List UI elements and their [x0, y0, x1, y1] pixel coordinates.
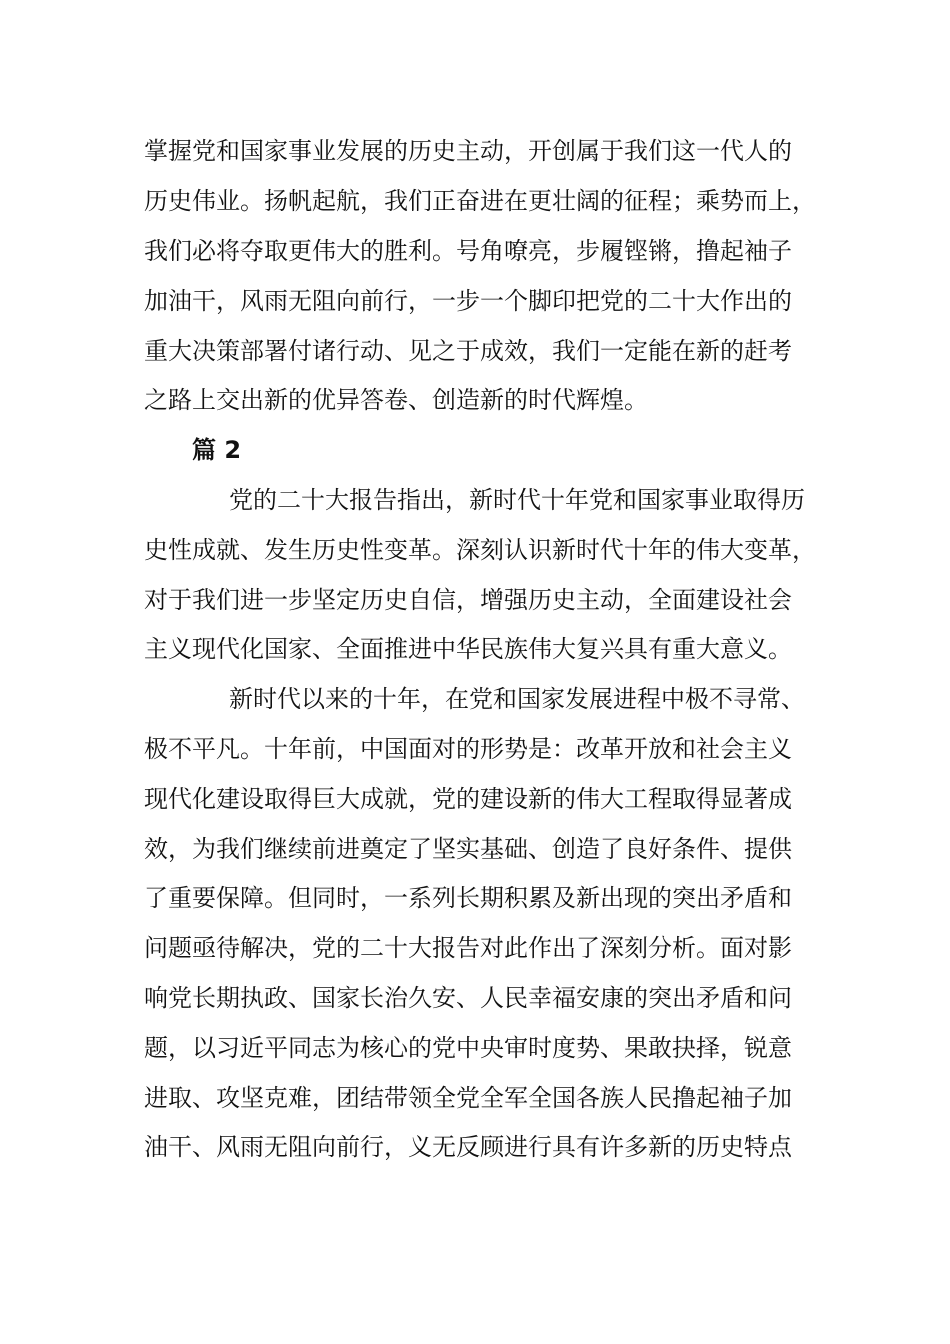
text-line: 新时代以来的十年，在党和国家发展进程中极不寻常、: [229, 685, 805, 713]
text-line: 现代化建设取得巨大成就，党的建设新的伟大工程取得显著成: [144, 785, 792, 813]
text-line: 效，为我们继续前进奠定了坚实基础、创造了良好条件、提供: [144, 835, 792, 863]
text-line: 加油干，风雨无阻向前行，一步一个脚印把党的二十大作出的: [144, 287, 792, 315]
text-line: 党的二十大报告指出，新时代十年党和国家事业取得历: [229, 486, 805, 514]
text-line: 主义现代化国家、全面推进中华民族伟大复兴具有重大意义。: [144, 635, 792, 663]
text-line: 我们必将夺取更伟大的胜利。号角嘹亮，步履铿锵，撸起袖子: [144, 237, 792, 265]
text-line: 极不平凡。十年前，中国面对的形势是：改革开放和社会主义: [144, 735, 792, 763]
text-line: 历史伟业。扬帆起航，我们正奋进在更壮阔的征程；乘势而上，: [144, 187, 816, 215]
text-line: 题，以习近平同志为核心的党中央审时度势、果敢抉择，锐意: [144, 1034, 792, 1062]
text-line: 重大决策部署付诸行动、见之于成效，我们一定能在新的赶考: [144, 337, 792, 365]
text-line: 了重要保障。但同时，一系列长期积累及新出现的突出矛盾和: [144, 884, 792, 912]
text-line: 油干、风雨无阻向前行，义无反顾进行具有许多新的历史特点: [144, 1133, 792, 1161]
text-line: 问题亟待解决，党的二十大报告对此作出了深刻分析。面对影: [144, 934, 792, 962]
text-line: 史性成就、发生历史性变革。深刻认识新时代十年的伟大变革，: [144, 536, 816, 564]
text-line: 进取、攻坚克难，团结带领全党全军全国各族人民撸起袖子加: [144, 1084, 792, 1112]
text-line: 对于我们进一步坚定历史自信，增强历史主动，全面建设社会: [144, 586, 792, 614]
text-line: 响党长期执政、国家长治久安、人民幸福安康的突出矛盾和问: [144, 984, 792, 1012]
section-heading: 篇 2: [192, 436, 242, 464]
text-line: 掌握党和国家事业发展的历史主动，开创属于我们这一代人的: [144, 137, 792, 165]
text-line: 之路上交出新的优异答卷、创造新的时代辉煌。: [144, 386, 648, 414]
